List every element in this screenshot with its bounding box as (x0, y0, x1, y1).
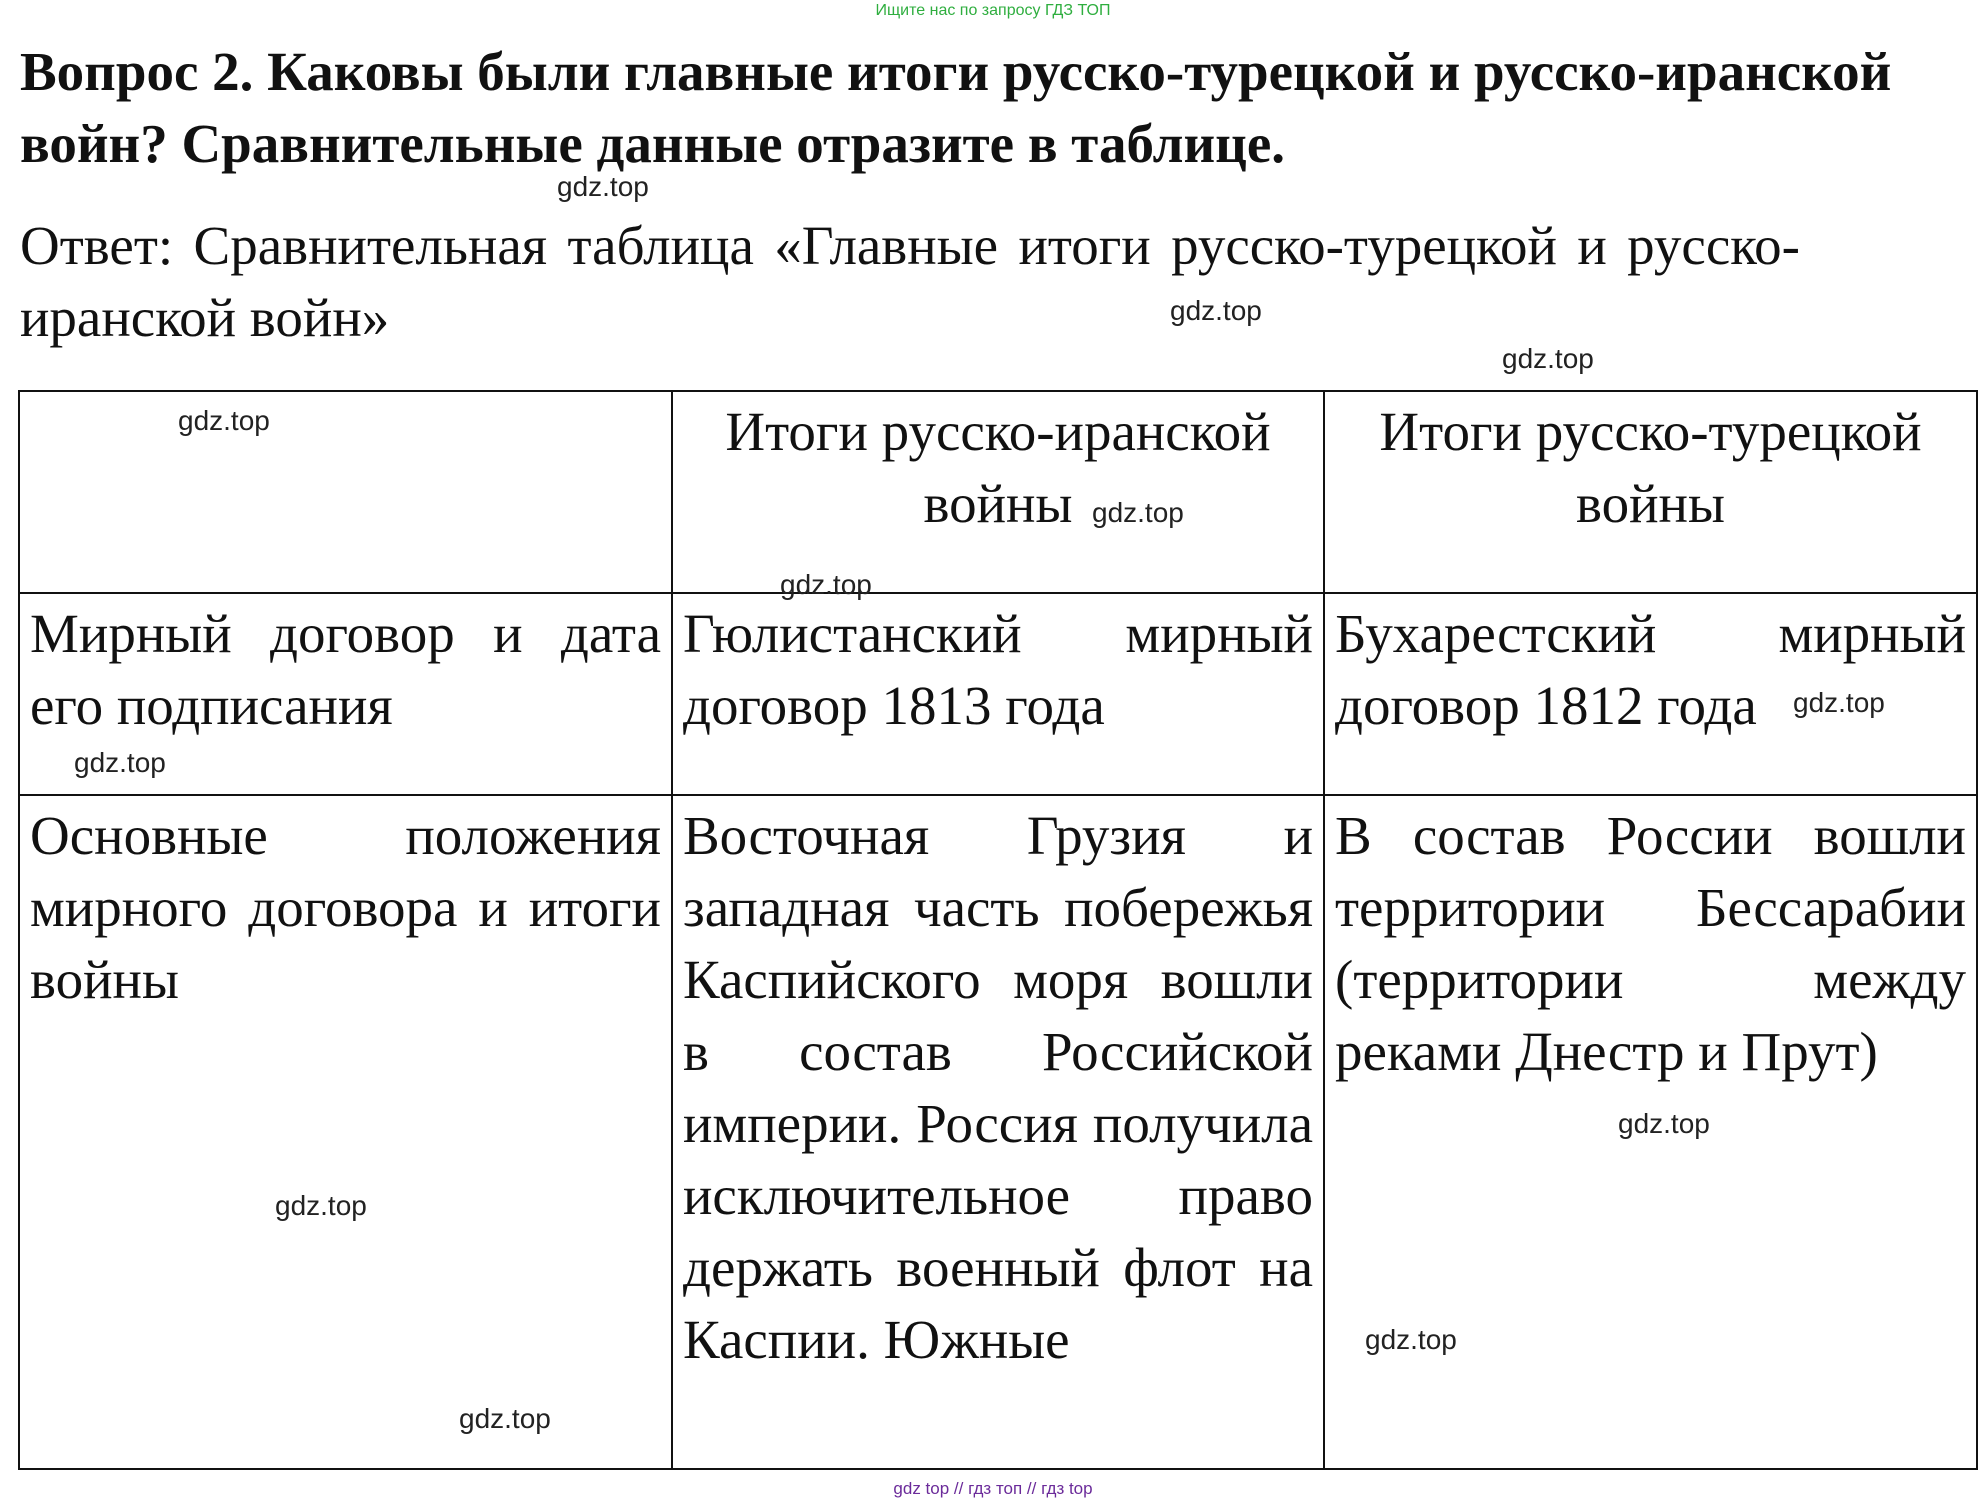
comparison-table (18, 390, 1978, 1470)
table-header-row (19, 391, 1977, 593)
header-empty-cell (19, 391, 672, 593)
table-row (19, 593, 1977, 795)
watermark: gdz.top (1502, 343, 1594, 374)
cell-turkey-treaty: Бухарестский мирный договор 1812 года (1324, 593, 1977, 795)
cell-iran-terms: Восточная Грузия и западная часть побережья Каспийского моря вошли в состав Российской империи. Россия получила исключительное право держать военный флот на Каспии. Южные (672, 795, 1324, 1469)
header-turkey-results: Итоги русско-турецкой войны (1324, 391, 1977, 593)
row-label-terms: Основные положения мирного договора и итоги войны (19, 795, 672, 1469)
row-label-treaty: Мирный договор и дата его подписания (19, 593, 672, 795)
watermark: gdz.top (1365, 1324, 1457, 1355)
question-title: Вопрос 2. Каковы были главные итоги русско-турецкой и русско-иранской войн? Сравнительные данные отразите в таблице. (20, 41, 1892, 174)
watermark: gdz.top (74, 747, 166, 778)
cell-turkey-terms: В состав России вошли территории Бессарабии (территории между реками Днестр и Прут) (1324, 795, 1977, 1469)
watermark: gdz.top (1170, 295, 1262, 326)
watermark: gdz.top (1793, 687, 1885, 718)
watermark: gdz.top (178, 405, 270, 436)
top-banner: Ищите нас по запросу ГДЗ ТОП (875, 2, 1111, 19)
bottom-footer: gdz top // гдз топ // гдз top (893, 1479, 1093, 1498)
cell-iran-treaty: Гюлистанский мирный договор 1813 года (672, 593, 1324, 795)
watermark: gdz.top (780, 569, 872, 600)
watermark: gdz.top (1618, 1108, 1710, 1139)
watermark: gdz.top (275, 1190, 367, 1221)
header-iran-results: Итоги русско-иранской войны (672, 391, 1324, 593)
watermark: gdz.top (557, 171, 649, 202)
answer-intro: Ответ: Сравнительная таблица «Главные итоги русско-турецкой и русско-иранской войн» (20, 215, 1800, 348)
watermark: gdz.top (1092, 497, 1184, 528)
watermark: gdz.top (459, 1403, 551, 1434)
